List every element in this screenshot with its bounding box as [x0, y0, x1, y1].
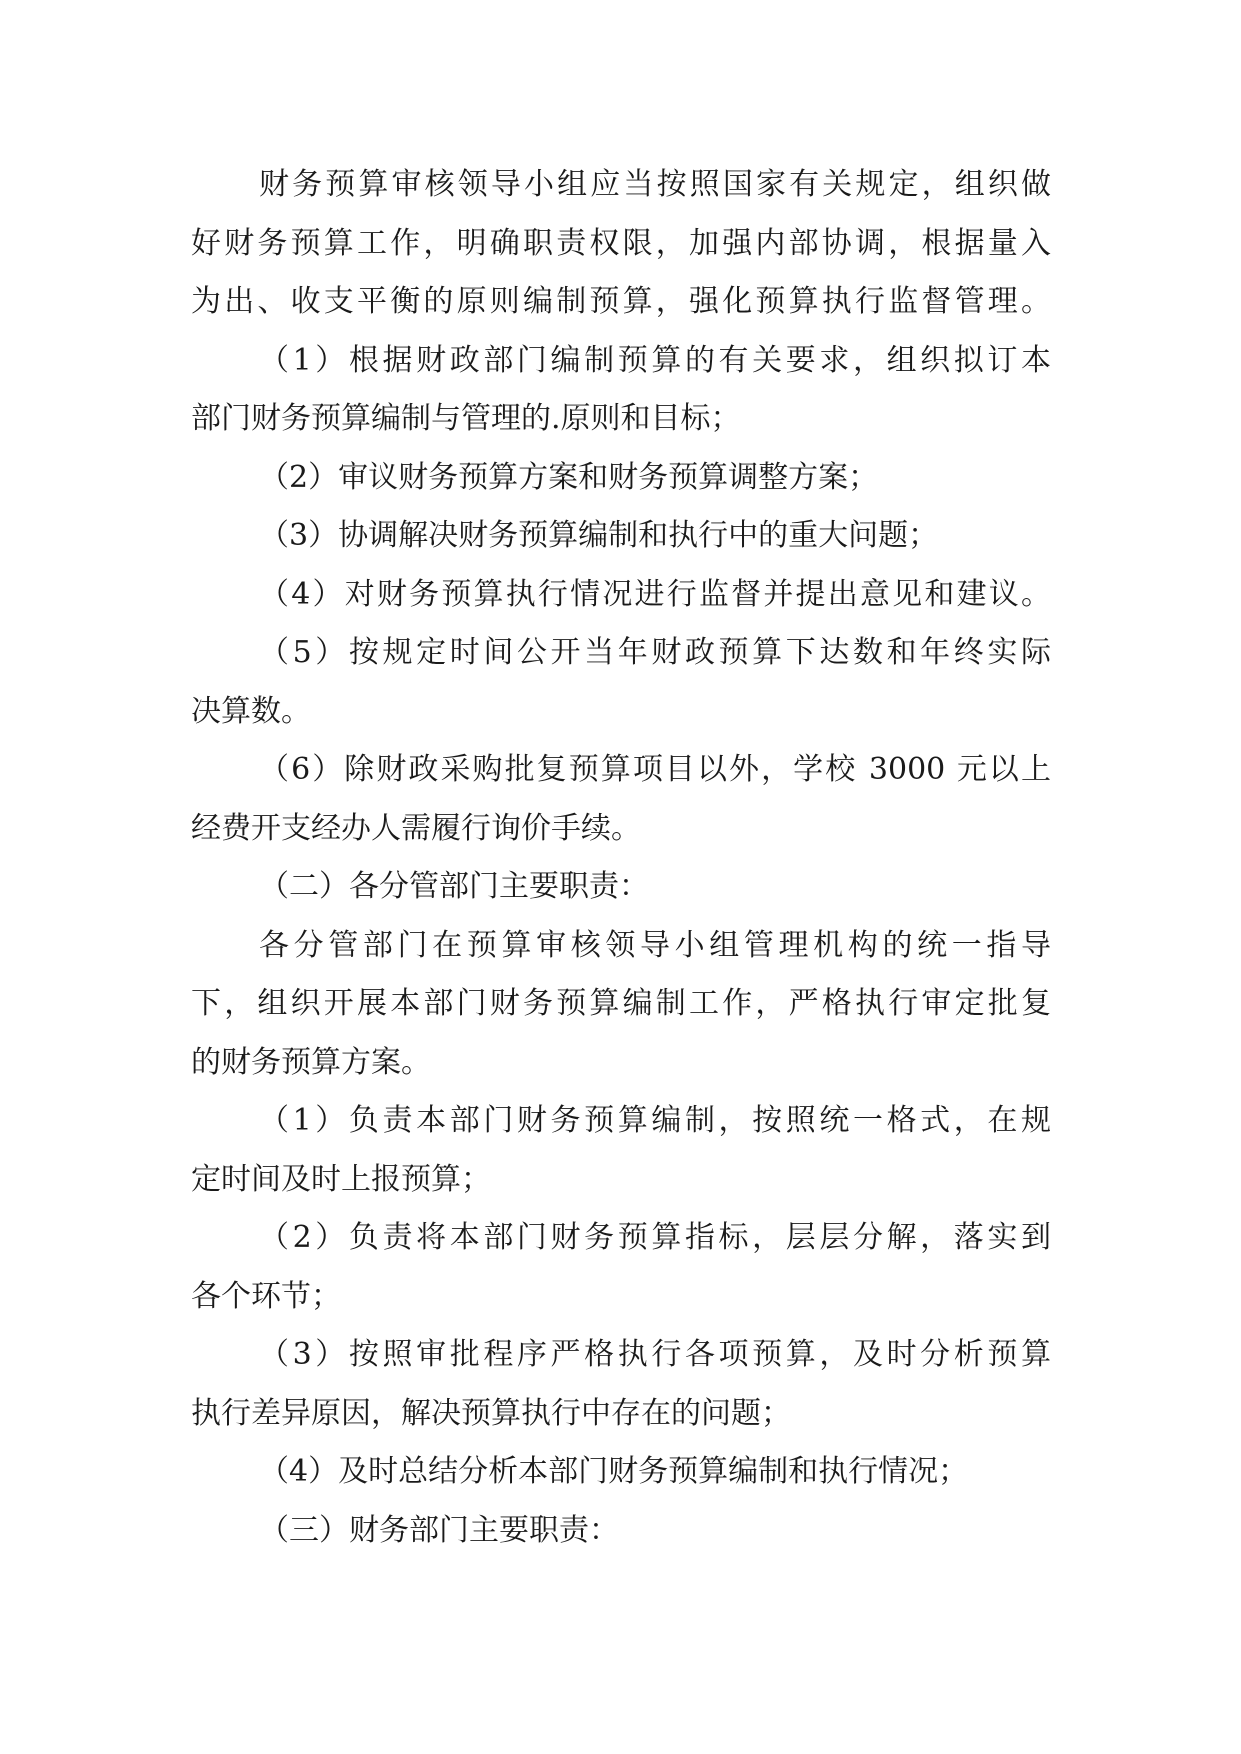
paragraph-line: 的财务预算方案。 — [191, 1044, 431, 1080]
paragraph-line: （3）按照审批程序严格执行各项预算，及时分析预算 — [259, 1337, 1051, 1372]
paragraph-line: （1）根据财政部门编制预算的有关要求，组织拟订本 — [259, 342, 1051, 378]
section-heading: （二）各分管部门主要职责： — [259, 869, 649, 904]
paragraph-line: 部门财务预算编制与管理的.原则和目标； — [191, 401, 741, 436]
paragraph-line: （2）审议财务预算方案和财务预算调整方案； — [259, 459, 879, 495]
paragraph-line: （6）除财政采购批复预算项目以外，学校 3000 元以上 — [259, 752, 1051, 787]
paragraph-line: 各分管部门在预算审核领导小组管理机构的统一指导 — [259, 927, 1051, 963]
paragraph-line: （3）协调解决财务预算编制和执行中的重大问题； — [259, 518, 939, 553]
paragraph-line: （4）对财务预算执行情况进行监督并提出意见和建议。 — [259, 576, 1051, 612]
paragraph-line: 执行差异原因，解决预算执行中存在的问题； — [191, 1395, 791, 1431]
paragraph-line: 各个环节； — [191, 1278, 341, 1314]
paragraph-line: 下，组织开展本部门财务预算编制工作，严格执行审定批复 — [191, 986, 1051, 1021]
document-body — [191, 156, 1051, 1560]
paragraph-line: （1）负责本部门财务预算编制，按照统一格式，在规 — [259, 1103, 1051, 1138]
section-heading: （三）财务部门主要职责： — [259, 1512, 619, 1548]
paragraph-line: （4）及时总结分析本部门财务预算编制和执行情况； — [259, 1454, 969, 1489]
paragraph-line: （2）负责将本部门财务预算指标，层层分解，落实到 — [259, 1220, 1051, 1255]
paragraph-line: 为出、收支平衡的原则编制预算，强化预算执行监督管理。 — [191, 284, 1051, 319]
paragraph-line: 定时间及时上报预算； — [191, 1161, 491, 1197]
paragraph-line: 好财务预算工作，明确职责权限，加强内部协调，根据量入 — [191, 225, 1051, 261]
paragraph-line: 决算数。 — [191, 693, 311, 729]
paragraph-line: 财务预算审核领导小组应当按照国家有关规定，组织做 — [259, 167, 1051, 202]
paragraph-line: 经费开支经办人需履行询价手续。 — [191, 810, 641, 846]
paragraph-line: （5）按规定时间公开当年财政预算下达数和年终实际 — [259, 635, 1051, 670]
